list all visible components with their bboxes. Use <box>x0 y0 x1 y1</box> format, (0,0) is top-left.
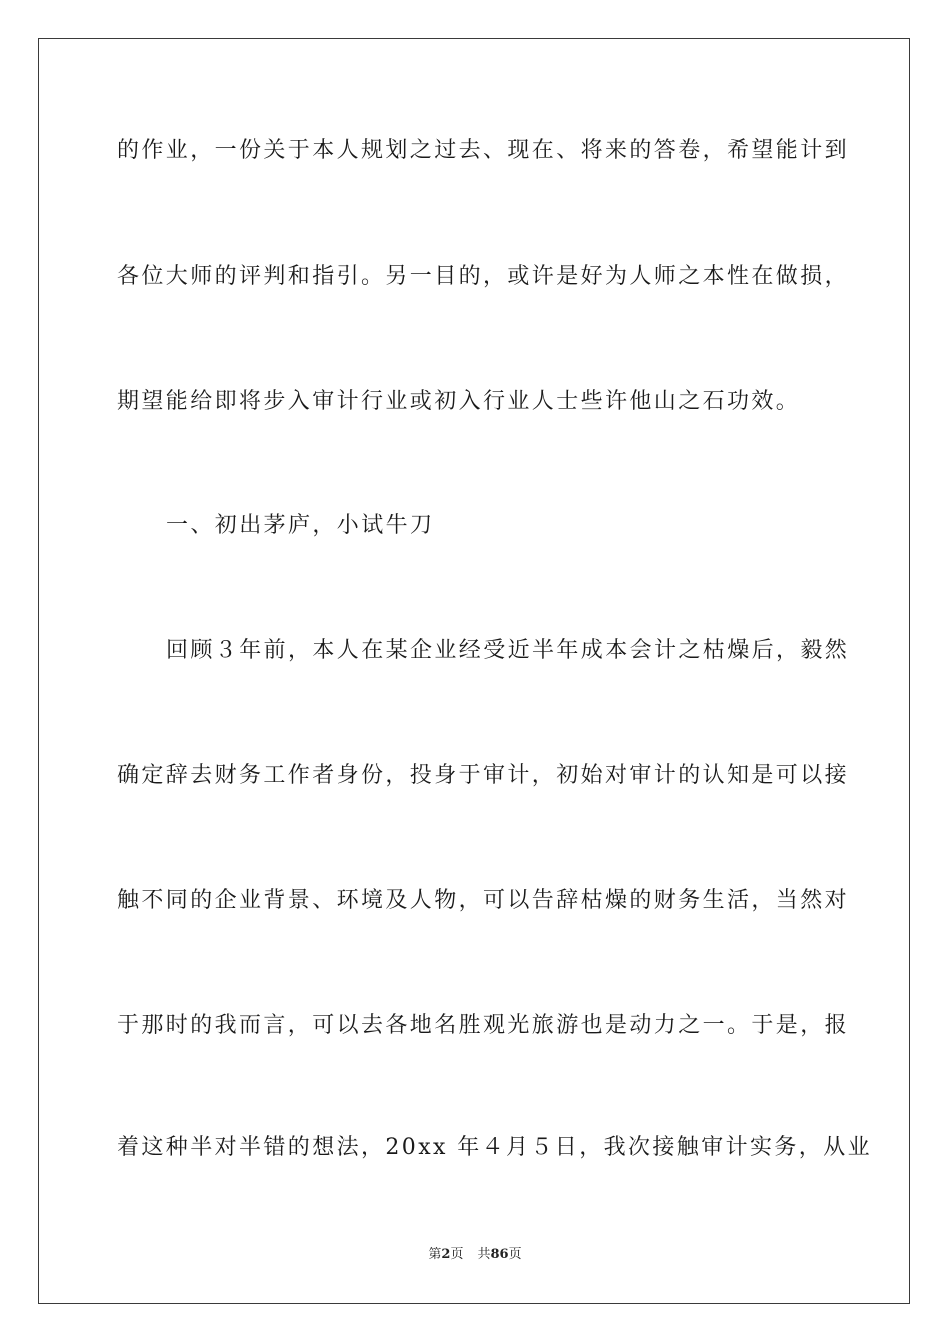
total-pages: 86 <box>490 1247 509 1262</box>
page-prefix: 第 <box>428 1247 442 1262</box>
total-prefix: 共 <box>477 1247 491 1262</box>
body-line-6: 确定辞去财务工作者身份，投身于审计，初始对审计的认知是可以接 <box>117 763 850 788</box>
page-border <box>38 38 910 1304</box>
body-line-5: 回顾３年前，本人在某企业经受近半年成本会计之枯燥后，毅然 <box>166 638 850 663</box>
body-line-7: 触不同的企业背景、环境及人物，可以告辞枯燥的财务生活，当然对 <box>117 888 850 913</box>
section-heading: 一、初出茅庐，小试牛刀 <box>166 513 435 538</box>
body-line-3: 期望能给即将步入审计行业或初入行业人士些许他山之石功效。 <box>117 389 801 414</box>
page-suffix: 页 <box>450 1247 464 1262</box>
page-number: 2 <box>441 1247 451 1262</box>
page-footer <box>0 1246 950 1264</box>
body-line-1: 的作业，一份关于本人规划之过去、现在、将来的答卷，希望能计到 <box>117 138 850 163</box>
body-line-9: 着这种半对半错的想法，20xx 年４月５日，我次接触审计实务，从业 <box>117 1135 873 1160</box>
body-line-8: 于那时的我而言，可以去各地名胜观光旅游也是动力之一。于是，报 <box>117 1013 850 1038</box>
total-suffix: 页 <box>508 1247 522 1262</box>
body-line-2: 各位大师的评判和指引。另一目的，或许是好为人师之本性在做损， <box>117 264 850 289</box>
